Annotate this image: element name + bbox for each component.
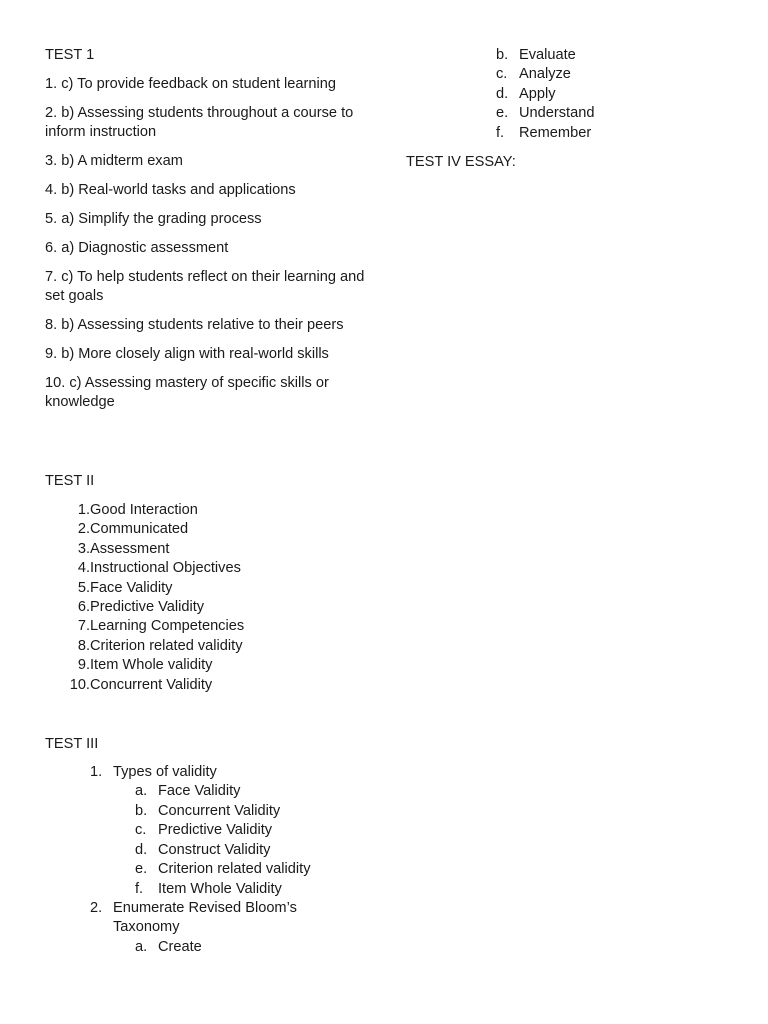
list-item: e. Criterion related validity: [135, 861, 311, 878]
list-item: d. Construct Validity: [135, 841, 271, 858]
list-item: c. Analyze: [496, 66, 571, 83]
list-item: f. Remember: [496, 124, 592, 141]
test1-answer-7: 7. c) To help students reflect on their learning and set goals: [45, 269, 365, 304]
test1-answer-8: 8. b) Assessing students relative to their peers: [45, 317, 344, 333]
list-item: a. Face Validity: [135, 783, 241, 800]
test1-heading: TEST 1: [45, 47, 95, 63]
list-item: d. Apply: [496, 85, 556, 102]
list-item: 5.Face Validity: [77, 579, 173, 596]
list-item: b. Concurrent Validity: [135, 802, 281, 819]
list-item: 8.Criterion related validity: [77, 637, 243, 654]
list-item: e. Understand: [496, 105, 595, 122]
list-item: f. Item Whole Validity: [135, 880, 282, 897]
list-item: 2.Communicated: [77, 521, 189, 538]
list-item: 7.Learning Competencies: [77, 618, 245, 635]
list-item: 2. Enumerate Revised Bloom’s Taxonomy: [90, 899, 297, 936]
list-item: 6.Predictive Validity: [77, 599, 205, 616]
test1-answer-9: 9. b) More closely align with real-world skills: [45, 346, 329, 362]
test1-answer-4: 4. b) Real-world tasks and applications: [45, 182, 296, 198]
test3-heading: TEST III: [45, 736, 99, 753]
test2-heading: TEST II: [45, 473, 95, 489]
test1-answer-1: 1. c) To provide feedback on student learning: [45, 76, 336, 92]
test2-list: [45, 501, 365, 695]
left-column: [45, 46, 365, 957]
test1-answer-10: 10. c) Assessing mastery of specific skills or knowledge: [45, 375, 329, 410]
list-item: 1.Good Interaction: [77, 502, 198, 518]
list-item: a. Create: [135, 938, 202, 955]
test4-heading: TEST IV ESSAY:: [406, 154, 516, 171]
list-item: c. Predictive Validity: [135, 822, 273, 839]
test1-answer-3: 3. b) A midterm exam: [45, 153, 183, 169]
list-item: 1. Types of validity: [90, 764, 217, 781]
list-item: b. Evaluate: [496, 47, 576, 63]
right-column: [406, 46, 736, 172]
test3-list: [45, 763, 365, 957]
list-item: 10.Concurrent Validity: [69, 676, 213, 693]
list-item: 3.Assessment: [77, 540, 170, 557]
test1-answer-5: 5. a) Simplify the grading process: [45, 211, 262, 227]
test1-answer-6: 6. a) Diagnostic assessment: [45, 240, 229, 256]
test1-answer-2: 2. b) Assessing students throughout a course to inform instruction: [45, 105, 354, 140]
list-item: 9.Item Whole validity: [77, 657, 213, 674]
list-item: 4.Instructional Objectives: [77, 560, 241, 577]
bloom-taxonomy-continued-list: [406, 46, 736, 143]
